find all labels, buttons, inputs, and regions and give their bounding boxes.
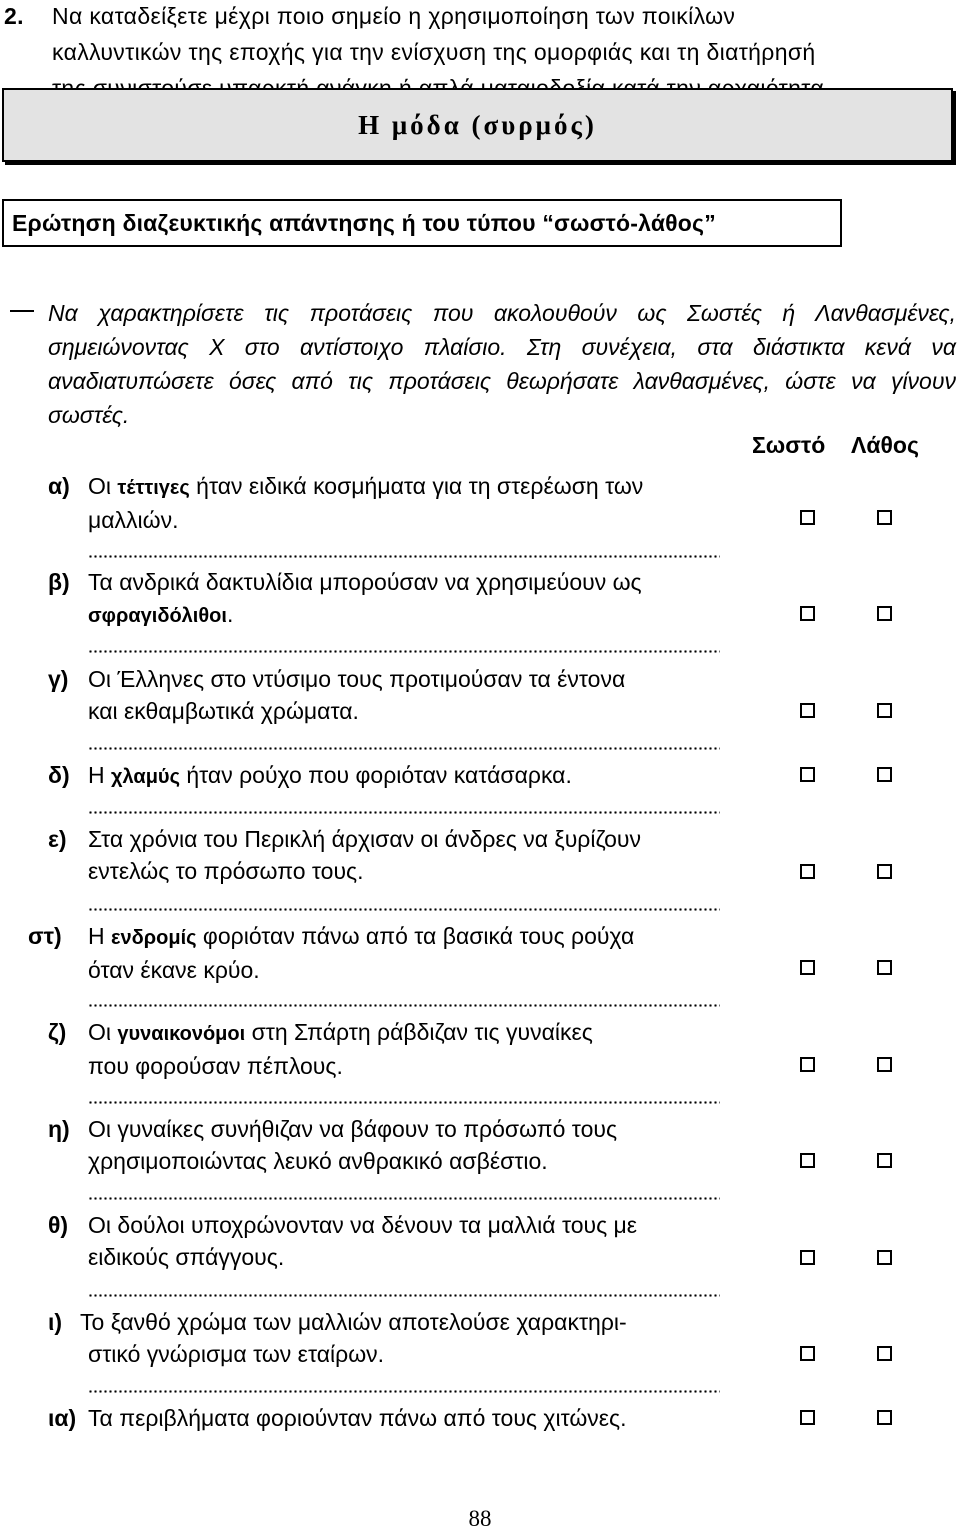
item-label: δ) — [48, 762, 70, 788]
checkbox-correct[interactable] — [800, 1057, 815, 1072]
page-number: 88 — [468, 1506, 492, 1531]
item-label: β) — [48, 569, 70, 595]
checkbox-wrong[interactable] — [877, 510, 892, 525]
answer-dotted-line[interactable] — [88, 1004, 720, 1007]
question-2-line-2: καλλυντικών της εποχής για την ενίσχυση της ομορφιάς και τη διατήρησή — [52, 39, 816, 65]
answer-dotted-line[interactable] — [88, 1197, 720, 1200]
checkbox-correct[interactable] — [800, 1410, 815, 1425]
item-term: τέττιγες — [117, 477, 190, 499]
item-d: δ) Η χλαμύς ήταν ρούχο που φοριόταν κατάσαρκα. — [88, 759, 572, 793]
item-iota: ι) Το ξανθό χρώμα των μαλλιών αποτελούσε χαρακτηρι- στικό γνώρισμα των εταίρων. — [88, 1306, 627, 1370]
instructions-dash — [10, 310, 34, 312]
checkbox-correct[interactable] — [800, 1346, 815, 1361]
checkbox-wrong[interactable] — [877, 1250, 892, 1265]
checkbox-wrong[interactable] — [877, 767, 892, 782]
item-term: χλαμύς — [111, 766, 180, 788]
question-2-number: 2. — [4, 3, 24, 29]
column-header-correct: Σωστό — [752, 432, 826, 458]
checkbox-correct[interactable] — [800, 767, 815, 782]
item-term: σφραγιδόλιθοι — [88, 605, 227, 627]
section-title: Η μόδα (συρμός) — [358, 109, 597, 140]
item-e: ε) Στα χρόνια του Περικλή άρχισαν οι άνδρες να ξυρίζουν εντελώς το πρόσωπο τους. — [88, 823, 641, 887]
item-i: η) Οι γυναίκες συνήθιζαν να βάφουν το πρόσωπό τους χρησιμοποιώντας λευκό ανθρακικό ασβέστιο. — [88, 1113, 617, 1177]
item-label: ε) — [48, 826, 67, 852]
checkbox-correct[interactable] — [800, 606, 815, 621]
item-a: α) Οι τέττιγες ήταν ειδικά κοσμήματα για τη στερέωση των μαλλιών. — [88, 470, 643, 536]
checkbox-wrong[interactable] — [877, 1346, 892, 1361]
checkbox-correct[interactable] — [800, 510, 815, 525]
item-st: στ) Η ενδρομίς φοριόταν πάνω από τα βασικά τους ρούχα όταν έκανε κρύο. — [88, 920, 634, 986]
checkbox-correct[interactable] — [800, 1250, 815, 1265]
item-ia: ια) Τα περιβλήματα φοριούνταν πάνω από τους χιτώνες. — [88, 1402, 627, 1434]
answer-dotted-line[interactable] — [88, 1294, 720, 1297]
item-label: στ) — [28, 923, 62, 949]
instructions: Να χαρακτηρίσετε τις προτάσεις που ακολουθούν ως Σωστές ή Λανθασμένες, σημειώνοντας Χ στο αντίστοιχο πλαίσιο. Στη συνέχεια, στα διάστικτα κενά να αναδιατυπώσετε όσες από τις προτάσεις θεωρήσατε λανθασμένες, ώστε να γίνουν σωστές. — [48, 300, 956, 428]
checkbox-wrong[interactable] — [877, 960, 892, 975]
checkbox-wrong[interactable] — [877, 606, 892, 621]
checkbox-wrong[interactable] — [877, 1153, 892, 1168]
checkbox-correct[interactable] — [800, 1153, 815, 1168]
question-2-line-1: 2. Να καταδείξετε μέχρι ποιο σημείο η χρησιμοποίηση των ποικίλων — [4, 3, 736, 29]
answer-dotted-line[interactable] — [88, 555, 720, 558]
item-label: ια) — [48, 1405, 77, 1431]
checkbox-wrong[interactable] — [877, 1410, 892, 1425]
item-label: θ) — [48, 1212, 69, 1238]
item-c: γ) Οι Έλληνες στο ντύσιμο τους προτιμούσαν τα έντονα και εκθαμβωτικά χρώματα. — [88, 663, 625, 727]
item-label: ι) — [48, 1309, 63, 1335]
answer-dotted-line[interactable] — [88, 1101, 720, 1104]
subsection-title-box — [2, 199, 842, 247]
column-header-wrong: Λάθος — [851, 432, 919, 458]
item-label: η) — [48, 1116, 70, 1142]
answer-dotted-line[interactable] — [88, 908, 720, 911]
answer-dotted-line[interactable] — [88, 650, 720, 653]
item-z: ζ) Οι γυναικονόμοι στη Σπάρτη ράβδιζαν τις γυναίκες που φορούσαν πέπλους. — [88, 1016, 593, 1082]
answer-dotted-line[interactable] — [88, 811, 720, 814]
answer-dotted-line[interactable] — [88, 1390, 720, 1393]
subsection-title: Ερώτηση διαζευκτικής απάντησης ή του τύπου “σωστό-λάθος” — [12, 209, 716, 236]
item-label: γ) — [48, 666, 69, 692]
checkbox-correct[interactable] — [800, 703, 815, 718]
checkbox-wrong[interactable] — [877, 1057, 892, 1072]
item-term: ενδρομίς — [111, 927, 197, 949]
checkbox-correct[interactable] — [800, 960, 815, 975]
item-term: γυναικονόμοι — [117, 1023, 246, 1045]
item-b: β) Τα ανδρικά δακτυλίδια μπορούσαν να χρησιμεύουν ως σφραγιδόλιθοι. — [88, 566, 642, 632]
checkbox-correct[interactable] — [800, 864, 815, 879]
checkbox-wrong[interactable] — [877, 864, 892, 879]
answer-dotted-line[interactable] — [88, 747, 720, 750]
item-th: θ) Οι δούλοι υποχρώνονταν να δένουν τα μαλλιά τους με ειδικούς σπάγγους. — [88, 1209, 637, 1273]
checkbox-wrong[interactable] — [877, 703, 892, 718]
item-label: α) — [48, 473, 70, 499]
item-label: ζ) — [48, 1019, 67, 1045]
section-title-box — [2, 88, 953, 162]
